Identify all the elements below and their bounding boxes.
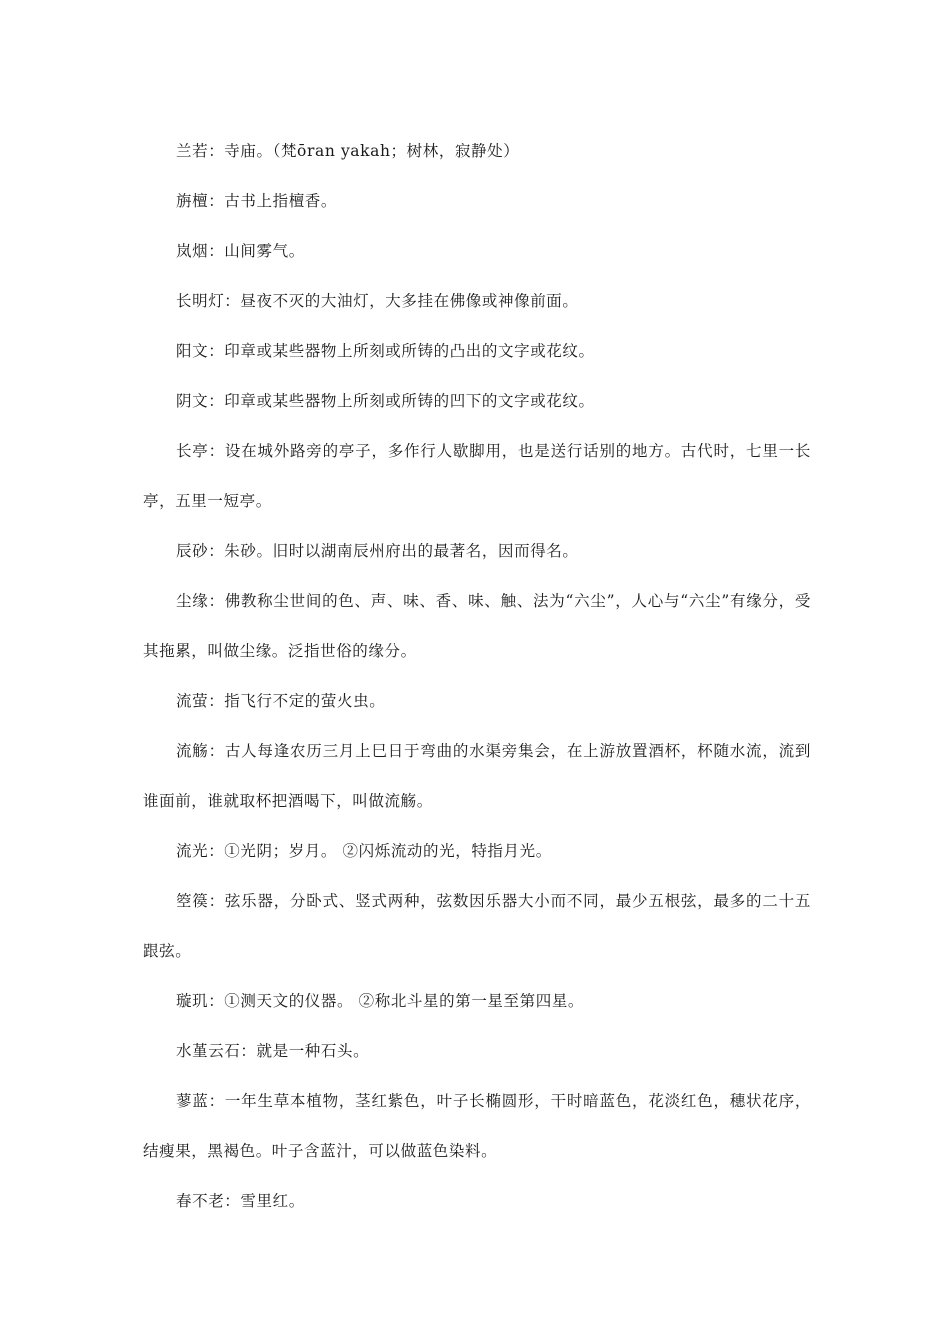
entry-shuijinyunshi: 水堇云石：就是一种石头。 <box>176 1042 370 1060</box>
entry-lanruo: 兰若：寺庙。（梵ōran yakah；树林，寂静处） <box>176 142 520 160</box>
entry-konghou: 箜篌：弦乐器，分卧式、竖式两种，弦数因乐器大小而不同，最少五根弦，最多的二十五跟弦。 <box>143 892 811 960</box>
entry-chunbulao: 春不老：雪里红。 <box>176 1192 305 1210</box>
entry-chenyuan: 尘缘：佛教称尘世间的色、声、味、香、味、触、法为“六尘”，人心与“六尘”有缘分，受其拖累，叫做尘缘。泛指世俗的缘分。 <box>143 592 811 660</box>
entry-liuguang: 流光：①光阴；岁月。 ②闪烁流动的光，特指月光。 <box>176 842 552 860</box>
entry-zhantan: 旃檀：古书上指檀香。 <box>176 192 338 210</box>
entry-xuanji: 璇玑：①测天文的仪器。 ②称北斗星的第一星至第四星。 <box>176 992 585 1010</box>
entry-liushang: 流觞：古人每逢农历三月上巳日于弯曲的水渠旁集会，在上游放置酒杯，杯随水流，流到谁面前，谁就取杯把酒喝下，叫做流觞。 <box>143 742 811 810</box>
entry-yangwen: 阳文：印章或某些器物上所刻或所铸的凸出的文字或花纹。 <box>176 342 595 360</box>
entry-yinwen: 阴文：印章或某些器物上所刻或所铸的凹下的文字或花纹。 <box>176 392 595 410</box>
entry-lanyan: 岚烟：山间雾气。 <box>176 242 305 260</box>
entry-liaolan: 蓼蓝：一年生草本植物，茎红紫色，叶子长椭圆形，干时暗蓝色，花淡红色，穗状花序，结瘦果，黑褐色。叶子含蓝汁，可以做蓝色染料。 <box>143 1092 811 1160</box>
entry-changmingdeng: 长明灯：昼夜不灭的大油灯，大多挂在佛像或神像前面。 <box>176 292 579 310</box>
entry-chensha: 辰砂：朱砂。旧时以湖南辰州府出的最著名，因而得名。 <box>176 542 579 560</box>
glossary-body <box>143 126 811 1226</box>
entry-changting: 长亭：设在城外路旁的亭子，多作行人歇脚用，也是送行话别的地方。古代时，七里一长亭，五里一短亭。 <box>143 442 811 510</box>
entry-liuying: 流萤：指飞行不定的萤火虫。 <box>176 692 386 710</box>
